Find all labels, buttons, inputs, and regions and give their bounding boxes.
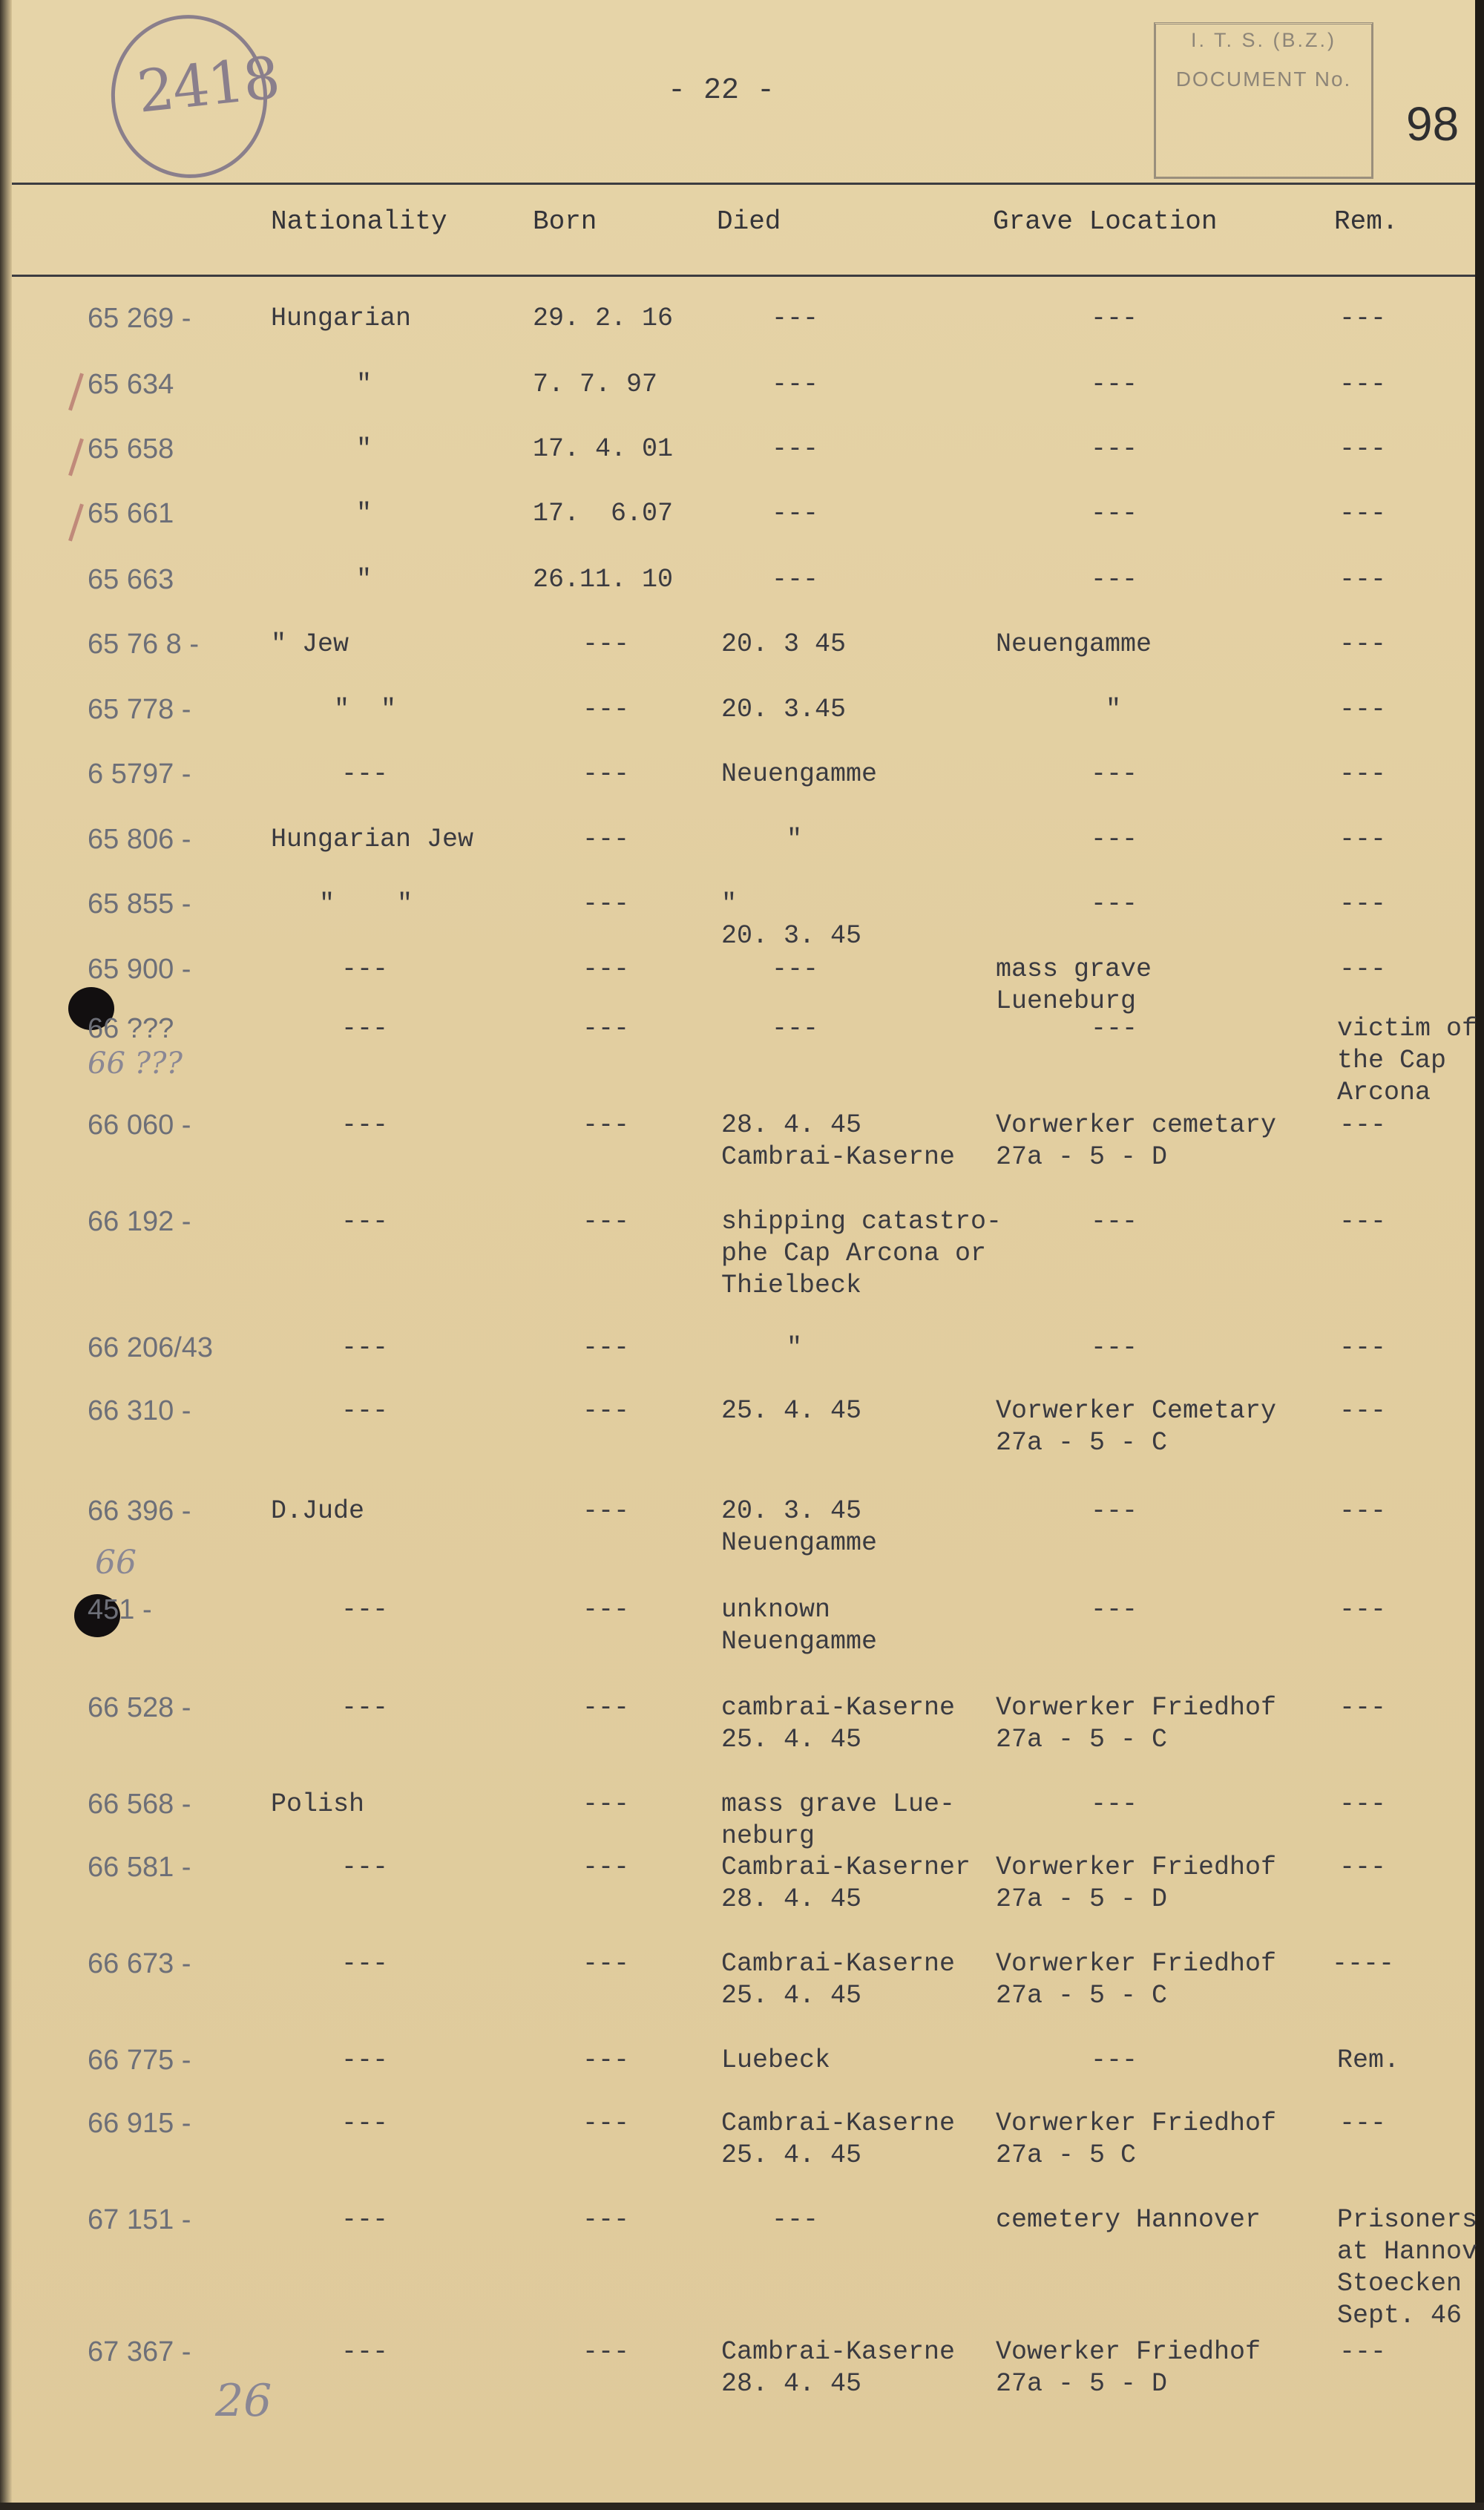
- prisoner-number: 66 528 -: [88, 1692, 191, 1723]
- cell-grave: ---: [1091, 304, 1138, 333]
- folio-number: 98: [1406, 97, 1460, 151]
- cell-grave: ---: [1091, 499, 1138, 528]
- prisoner-number: 67 151 -: [88, 2204, 191, 2235]
- cell-died: ---: [772, 370, 819, 399]
- cell-born: ---: [582, 695, 630, 724]
- cell-remarks: ---: [1339, 1595, 1387, 1625]
- cell-nationality: ---: [341, 1207, 389, 1236]
- cell-died: shipping catastro- phe Cap Arcona or Thielbeck: [721, 1207, 1002, 1300]
- margin-note: 66: [95, 1544, 137, 1582]
- cell-grave: ---: [1091, 1595, 1138, 1625]
- cell-remarks: ----: [1332, 1949, 1395, 1979]
- page-number: - 22 -: [668, 74, 775, 108]
- col-nationality: Nationality: [271, 206, 447, 237]
- prisoner-number: 66 060 -: [88, 1110, 191, 1141]
- cell-remarks: victim of the Cap Arcona: [1337, 1014, 1478, 1107]
- cell-nationality: ---: [341, 1333, 389, 1363]
- cell-born: ---: [582, 1949, 630, 1979]
- cell-nationality: Hungarian: [271, 304, 412, 333]
- cell-died: " 20. 3. 45: [721, 889, 862, 951]
- cell-born: ---: [582, 825, 630, 854]
- cell-born: ---: [582, 2337, 630, 2367]
- cell-born: ---: [582, 1014, 630, 1043]
- cell-nationality: Hungarian Jew: [271, 825, 474, 854]
- cell-grave: ---: [1091, 434, 1138, 464]
- cell-grave: ---: [1091, 370, 1138, 399]
- cell-remarks: ---: [1339, 565, 1387, 594]
- cell-born: ---: [582, 1110, 630, 1140]
- cell-born: 7. 7. 97: [533, 370, 658, 399]
- prisoner-number: 66 568 -: [88, 1789, 191, 1820]
- cell-died: ---: [772, 499, 819, 528]
- cell-born: ---: [582, 2045, 630, 2075]
- cell-nationality: " Jew: [271, 629, 349, 659]
- cell-nationality: ": [356, 370, 372, 399]
- cell-remarks: ---: [1339, 1852, 1387, 1882]
- cell-died: mass grave Lue- neburg: [721, 1789, 956, 1851]
- prisoner-number: 66 775 -: [88, 2045, 191, 2076]
- col-died: Died: [717, 206, 781, 237]
- prisoner-number: 65 661: [88, 498, 174, 529]
- cell-died: Neuengamme: [721, 759, 878, 789]
- cell-born: ---: [582, 1595, 630, 1625]
- cell-remarks: ---: [1339, 2108, 1387, 2138]
- cell-born: 26.11. 10: [533, 565, 674, 594]
- prisoner-number: 65 658: [88, 433, 174, 465]
- prisoner-number: 66 396 -: [88, 1495, 191, 1527]
- prisoner-number: 65 663: [88, 564, 174, 595]
- cell-died: 20. 3 45: [721, 629, 847, 659]
- cell-nationality: D.Jude: [271, 1496, 365, 1526]
- cell-nationality: ---: [341, 2108, 389, 2138]
- cell-nationality: ---: [341, 1595, 389, 1625]
- margin-note: 26: [215, 2375, 272, 2427]
- cell-nationality: ": [356, 434, 372, 464]
- cell-remarks: ---: [1339, 1693, 1387, 1723]
- cell-nationality: ": [356, 499, 372, 528]
- margin-note: 66 ???: [88, 1046, 183, 1081]
- cell-nationality: ---: [341, 1014, 389, 1043]
- cell-remarks: ---: [1339, 370, 1387, 399]
- cell-born: 17. 4. 01: [533, 434, 674, 464]
- cell-grave: ": [1106, 695, 1122, 724]
- cell-grave: ---: [1091, 825, 1138, 854]
- cell-remarks: ---: [1339, 629, 1387, 659]
- prisoner-number: 65 900 -: [88, 954, 191, 985]
- prisoner-number: 66 310 -: [88, 1395, 191, 1426]
- cell-died: ": [787, 825, 803, 854]
- col-born: Born: [533, 206, 597, 237]
- cell-grave: Vorwerker Friedhof 27a - 5 C: [996, 2108, 1277, 2170]
- cell-died: Cambrai-Kaserner 28. 4. 45: [721, 1852, 971, 1914]
- cell-died: ---: [772, 565, 819, 594]
- prisoner-number: 67 367 -: [88, 2336, 191, 2368]
- prisoner-number: 66 ???: [88, 1013, 174, 1044]
- cell-remarks: Prisoners at Hannov Stoecken Sept. 46: [1337, 2205, 1478, 2330]
- prisoner-number: 6 5797 -: [88, 758, 191, 790]
- cell-nationality: ---: [341, 1852, 389, 1882]
- cell-grave: ---: [1091, 2045, 1138, 2075]
- cell-died: ---: [772, 304, 819, 333]
- cell-born: ---: [582, 1496, 630, 1526]
- cell-remarks: ---: [1339, 695, 1387, 724]
- cell-nationality: ---: [341, 1949, 389, 1979]
- cell-remarks: ---: [1339, 434, 1387, 464]
- cell-grave: cemetery Hannover: [996, 2205, 1261, 2235]
- its-document-stamp: [1154, 22, 1373, 179]
- cell-remarks: ---: [1339, 1789, 1387, 1819]
- cell-nationality: ---: [341, 2337, 389, 2367]
- circled-number: 2418: [134, 45, 282, 126]
- cell-remarks: ---: [1339, 499, 1387, 528]
- cell-died: ---: [772, 1014, 819, 1043]
- cell-grave: Vowerker Friedhof 27a - 5 - D: [996, 2337, 1261, 2399]
- cell-died: ": [787, 1333, 803, 1363]
- cell-died: Cambrai-Kaserne 25. 4. 45: [721, 2108, 956, 2170]
- cell-remarks: ---: [1339, 889, 1387, 919]
- cell-nationality: " ": [319, 889, 413, 919]
- cell-born: ---: [582, 759, 630, 789]
- prisoner-number: 66 192 -: [88, 1206, 191, 1237]
- prisoner-number: 451 -: [88, 1594, 152, 1625]
- cell-born: ---: [582, 889, 630, 919]
- cell-died: ---: [772, 954, 819, 984]
- cell-grave: Vorwerker Friedhof 27a - 5 - D: [996, 1852, 1277, 1914]
- cell-grave: ---: [1091, 1014, 1138, 1043]
- cell-nationality: ---: [341, 1693, 389, 1723]
- cell-born: ---: [582, 1207, 630, 1236]
- paper-edge-left: [0, 0, 12, 2510]
- prisoner-number: 65 76 8 -: [88, 629, 199, 660]
- cell-grave: Vorwerker cemetary 27a - 5 - D: [996, 1110, 1277, 1172]
- paper-edge-bottom: [0, 2503, 1484, 2510]
- col-remarks: Rem.: [1334, 206, 1399, 237]
- cell-died: Cambrai-Kaserne 28. 4. 45: [721, 2337, 956, 2399]
- cell-born: ---: [582, 1333, 630, 1363]
- cell-grave: ---: [1091, 889, 1138, 919]
- cell-nationality: ---: [341, 1396, 389, 1426]
- cell-grave: ---: [1091, 565, 1138, 594]
- check-mark: [68, 439, 84, 476]
- cell-died: 20. 3.45: [721, 695, 847, 724]
- prisoner-number: 66 206/43: [88, 1332, 214, 1363]
- cell-grave: Vorwerker Friedhof 27a - 5 - C: [996, 1949, 1277, 2011]
- cell-nationality: ---: [341, 2205, 389, 2235]
- cell-died: 20. 3. 45 Neuengamme: [721, 1496, 878, 1558]
- cell-remarks: ---: [1339, 1396, 1387, 1426]
- cell-died: 25. 4. 45: [721, 1396, 862, 1426]
- cell-died: 28. 4. 45 Cambrai-Kaserne: [721, 1110, 956, 1172]
- cell-born: ---: [582, 1789, 630, 1819]
- stamp-org: I. T. S. (B.Z.): [1190, 29, 1337, 51]
- cell-nationality: ": [356, 565, 372, 594]
- cell-born: ---: [582, 2205, 630, 2235]
- cell-nationality: " ": [334, 695, 397, 724]
- cell-grave: ---: [1091, 759, 1138, 789]
- cell-grave: Vorwerker Cemetary 27a - 5 - C: [996, 1396, 1277, 1458]
- cell-died: Cambrai-Kaserne 25. 4. 45: [721, 1949, 956, 2011]
- cell-born: ---: [582, 629, 630, 659]
- header-rule-bottom: [12, 275, 1475, 277]
- cell-remarks: ---: [1339, 2337, 1387, 2367]
- cell-grave: ---: [1091, 1789, 1138, 1819]
- cell-grave: Neuengamme: [996, 629, 1152, 659]
- cell-died: ---: [772, 434, 819, 464]
- stamp-label: DOCUMENT No.: [1175, 68, 1352, 91]
- paper-edge-right: [1475, 0, 1484, 2510]
- cell-nationality: ---: [341, 2045, 389, 2075]
- prisoner-number: 66 915 -: [88, 2108, 191, 2139]
- cell-died: Luebeck: [721, 2045, 831, 2075]
- cell-remarks: ---: [1339, 1333, 1387, 1363]
- check-mark: [68, 373, 84, 411]
- cell-nationality: Polish: [271, 1789, 365, 1819]
- cell-remarks: ---: [1339, 1496, 1387, 1526]
- cell-born: ---: [582, 2108, 630, 2138]
- cell-remarks: ---: [1339, 759, 1387, 789]
- cell-grave: mass grave Lueneburg: [996, 954, 1152, 1016]
- prisoner-number: 65 634: [88, 369, 174, 400]
- header-rule-top: [12, 183, 1475, 185]
- prisoner-number: 65 269 -: [88, 303, 191, 334]
- cell-nationality: ---: [341, 759, 389, 789]
- cell-died: unknown Neuengamme: [721, 1595, 878, 1657]
- cell-born: ---: [582, 954, 630, 984]
- cell-remarks: Rem.: [1337, 2045, 1400, 2075]
- cell-grave: ---: [1091, 1496, 1138, 1526]
- cell-remarks: ---: [1339, 1207, 1387, 1236]
- prisoner-number: 65 855 -: [88, 888, 191, 920]
- cell-remarks: ---: [1339, 304, 1387, 333]
- prisoner-number: 65 778 -: [88, 694, 191, 725]
- cell-remarks: ---: [1339, 954, 1387, 984]
- cell-nationality: ---: [341, 954, 389, 984]
- cell-born: 17. 6.07: [533, 499, 674, 528]
- check-mark: [68, 504, 84, 542]
- cell-born: ---: [582, 1396, 630, 1426]
- cell-born: ---: [582, 1852, 630, 1882]
- cell-nationality: ---: [341, 1110, 389, 1140]
- cell-died: cambrai-Kaserne 25. 4. 45: [721, 1693, 956, 1754]
- prisoner-number: 65 806 -: [88, 824, 191, 855]
- cell-born: ---: [582, 1693, 630, 1723]
- cell-born: 29. 2. 16: [533, 304, 674, 333]
- cell-remarks: ---: [1339, 1110, 1387, 1140]
- cell-remarks: ---: [1339, 825, 1387, 854]
- prisoner-number: 66 673 -: [88, 1948, 191, 1979]
- cell-grave: ---: [1091, 1207, 1138, 1236]
- cell-grave: Vorwerker Friedhof 27a - 5 - C: [996, 1693, 1277, 1754]
- prisoner-number: 66 581 -: [88, 1852, 191, 1883]
- cell-died: ---: [772, 2205, 819, 2235]
- cell-grave: ---: [1091, 1333, 1138, 1363]
- col-grave-location: Grave Location: [993, 206, 1218, 237]
